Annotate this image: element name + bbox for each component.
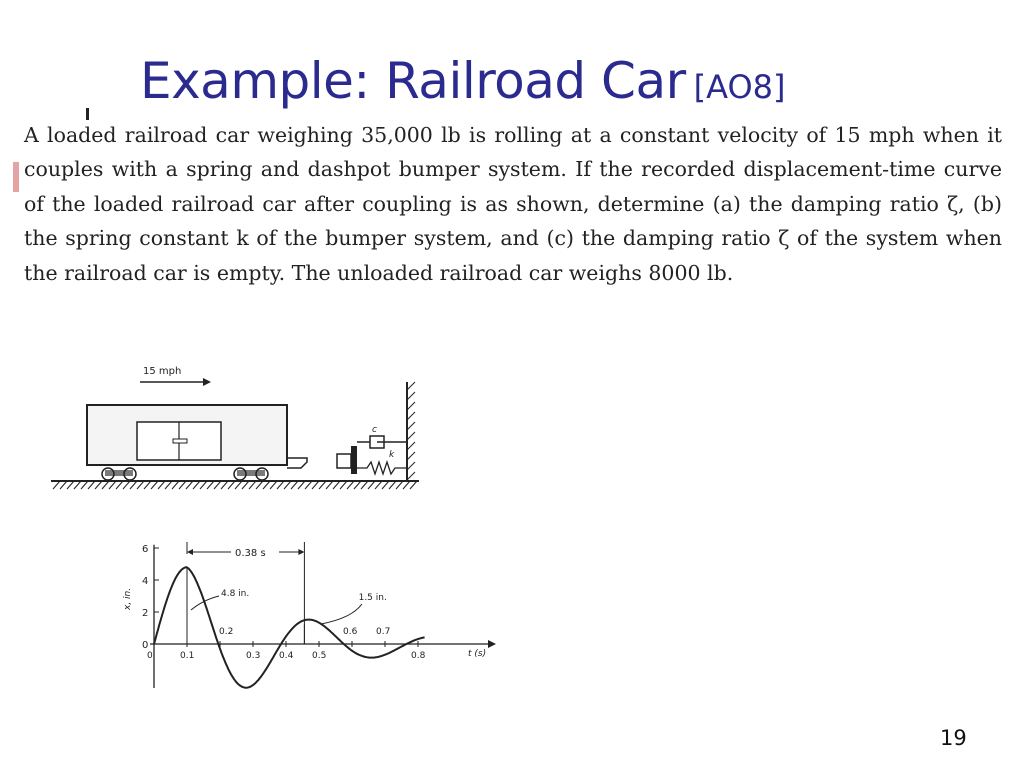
ground-hatch-line: [270, 481, 277, 489]
ground-hatch-line: [354, 481, 361, 489]
slide-edge-marker: [13, 162, 19, 192]
ground-hatch-line: [179, 481, 186, 489]
wheel-truck-rear: [234, 468, 268, 480]
door-handle: [173, 439, 187, 443]
damper-label: c: [372, 425, 377, 435]
ground-hatch-line: [403, 481, 410, 489]
ground-hatch-line: [235, 481, 242, 489]
x-axis-label: t (s): [468, 649, 487, 659]
ground-hatch-line: [221, 481, 228, 489]
x-tick-label: 0.8: [411, 651, 426, 661]
ground-hatch-line: [298, 481, 305, 489]
ground-hatch-line: [172, 481, 179, 489]
ground-hatch-line: [137, 481, 144, 489]
title-tag: [AO8]: [693, 68, 786, 106]
ground-hatch-line: [123, 481, 130, 489]
ground-hatch-line: [263, 481, 270, 489]
plot-axes: [123, 545, 496, 688]
ground-hatch-line: [410, 481, 417, 489]
ground-hatch-line: [95, 481, 102, 489]
ground-hatch-line: [74, 481, 81, 489]
title-main: Example: Railroad Car: [140, 52, 686, 110]
period-arrowhead-left: [187, 549, 193, 555]
ground-hatch-line: [109, 481, 116, 489]
y-tick-label: 6: [142, 544, 149, 555]
peak2-label: 1.5 in.: [358, 593, 387, 603]
ground-hatch-line: [151, 481, 158, 489]
ground-hatch-line: [53, 481, 60, 489]
ground-hatch-line: [214, 481, 221, 489]
ground-hatch-line: [249, 481, 256, 489]
ground-hatch-line: [368, 481, 375, 489]
x-tick-label: 0.4: [279, 651, 294, 661]
x-tick-label: 0.1: [180, 651, 195, 661]
ground-hatch-line: [347, 481, 354, 489]
ground-hatch-line: [340, 481, 347, 489]
problem-text: A loaded railroad car weighing 35,000 lb is rolling at a constant velocity of 15 mph when it couples with a spring and dashpot bumper system. If the recorded displacement-time curve of the loaded railroad car after coupling is as shown, determine (a) the damping ratio ζ, (b) the spring constant k of the bumper system, and (c) the damping ratio ζ of the system when the railroad car is empty. The unloaded railroad car weighs 8000 lb.: [24, 123, 1002, 285]
y-axis-label: x, in.: [123, 587, 133, 610]
bumper-plate: [337, 454, 351, 468]
page-number: 19: [940, 726, 967, 750]
wall-hatching: [407, 382, 415, 480]
ground-hatch-line: [186, 481, 193, 489]
ground-hatch-line: [228, 481, 235, 489]
y-tick-label: 2: [142, 608, 149, 619]
ground-hatch-line: [67, 481, 74, 489]
velocity-arrowhead: [203, 378, 211, 386]
ground-hatch-line: [333, 481, 340, 489]
y-tick-label: 4: [142, 576, 149, 587]
car-coupler: [287, 458, 307, 468]
spring-label: k: [389, 450, 395, 460]
x-tick-label-upper: 0.7: [376, 627, 391, 637]
ground-hatch-line: [242, 481, 249, 489]
velocity-label: 15 mph: [143, 366, 182, 377]
ground-hatch-line: [144, 481, 151, 489]
peak1-label: 4.8 in.: [221, 589, 250, 599]
ground-hatch-line: [130, 481, 137, 489]
ground-hatch-line: [389, 481, 396, 489]
x-tick-label-upper: 0.6: [343, 627, 358, 637]
ground-hatch-line: [88, 481, 95, 489]
ground-hatch-line: [291, 481, 298, 489]
bumper-face: [351, 446, 357, 474]
ground-hatch-line: [396, 481, 403, 489]
ground-hatch-line: [81, 481, 88, 489]
ground-hatch-line: [158, 481, 165, 489]
ground-hatch-line: [305, 481, 312, 489]
ground-hatch-line: [382, 481, 389, 489]
x-tick-label: 0: [147, 651, 153, 661]
ground-hatch-line: [60, 481, 67, 489]
displacement-time-chart: [110, 528, 500, 698]
x-axis-arrowhead: [488, 640, 496, 648]
spring: [357, 462, 407, 474]
ground-hatch-line: [200, 481, 207, 489]
ground-hatch-line: [277, 481, 284, 489]
x-tick-label: 0.5: [312, 651, 327, 661]
ground-hatch-line: [326, 481, 333, 489]
wheel-truck-front: [102, 468, 136, 480]
ground-hatch-line: [361, 481, 368, 489]
ground-hatch-line: [312, 481, 319, 489]
x-tick-label: 0.3: [246, 651, 261, 661]
railcar-figure: [45, 350, 425, 498]
ground-hatch-line: [284, 481, 291, 489]
y-tick-label: 0: [142, 640, 149, 651]
ground-hatch-line: [102, 481, 109, 489]
peak2-leader: [321, 604, 362, 624]
ground-hatching: [53, 481, 417, 489]
ground-hatch-line: [375, 481, 382, 489]
ground-hatch-line: [256, 481, 263, 489]
x-tick-label-upper: 0.2: [219, 627, 234, 637]
period-label: 0.38 s: [235, 548, 266, 559]
ground-hatch-line: [207, 481, 214, 489]
ground-hatch-line: [116, 481, 123, 489]
problem-statement: [24, 118, 1002, 290]
ground-hatch-line: [193, 481, 200, 489]
ground-hatch-line: [319, 481, 326, 489]
period-arrowhead-right: [298, 549, 304, 555]
dashpot: [357, 436, 407, 448]
slide-title: [140, 52, 786, 122]
ground-hatch-line: [165, 481, 172, 489]
